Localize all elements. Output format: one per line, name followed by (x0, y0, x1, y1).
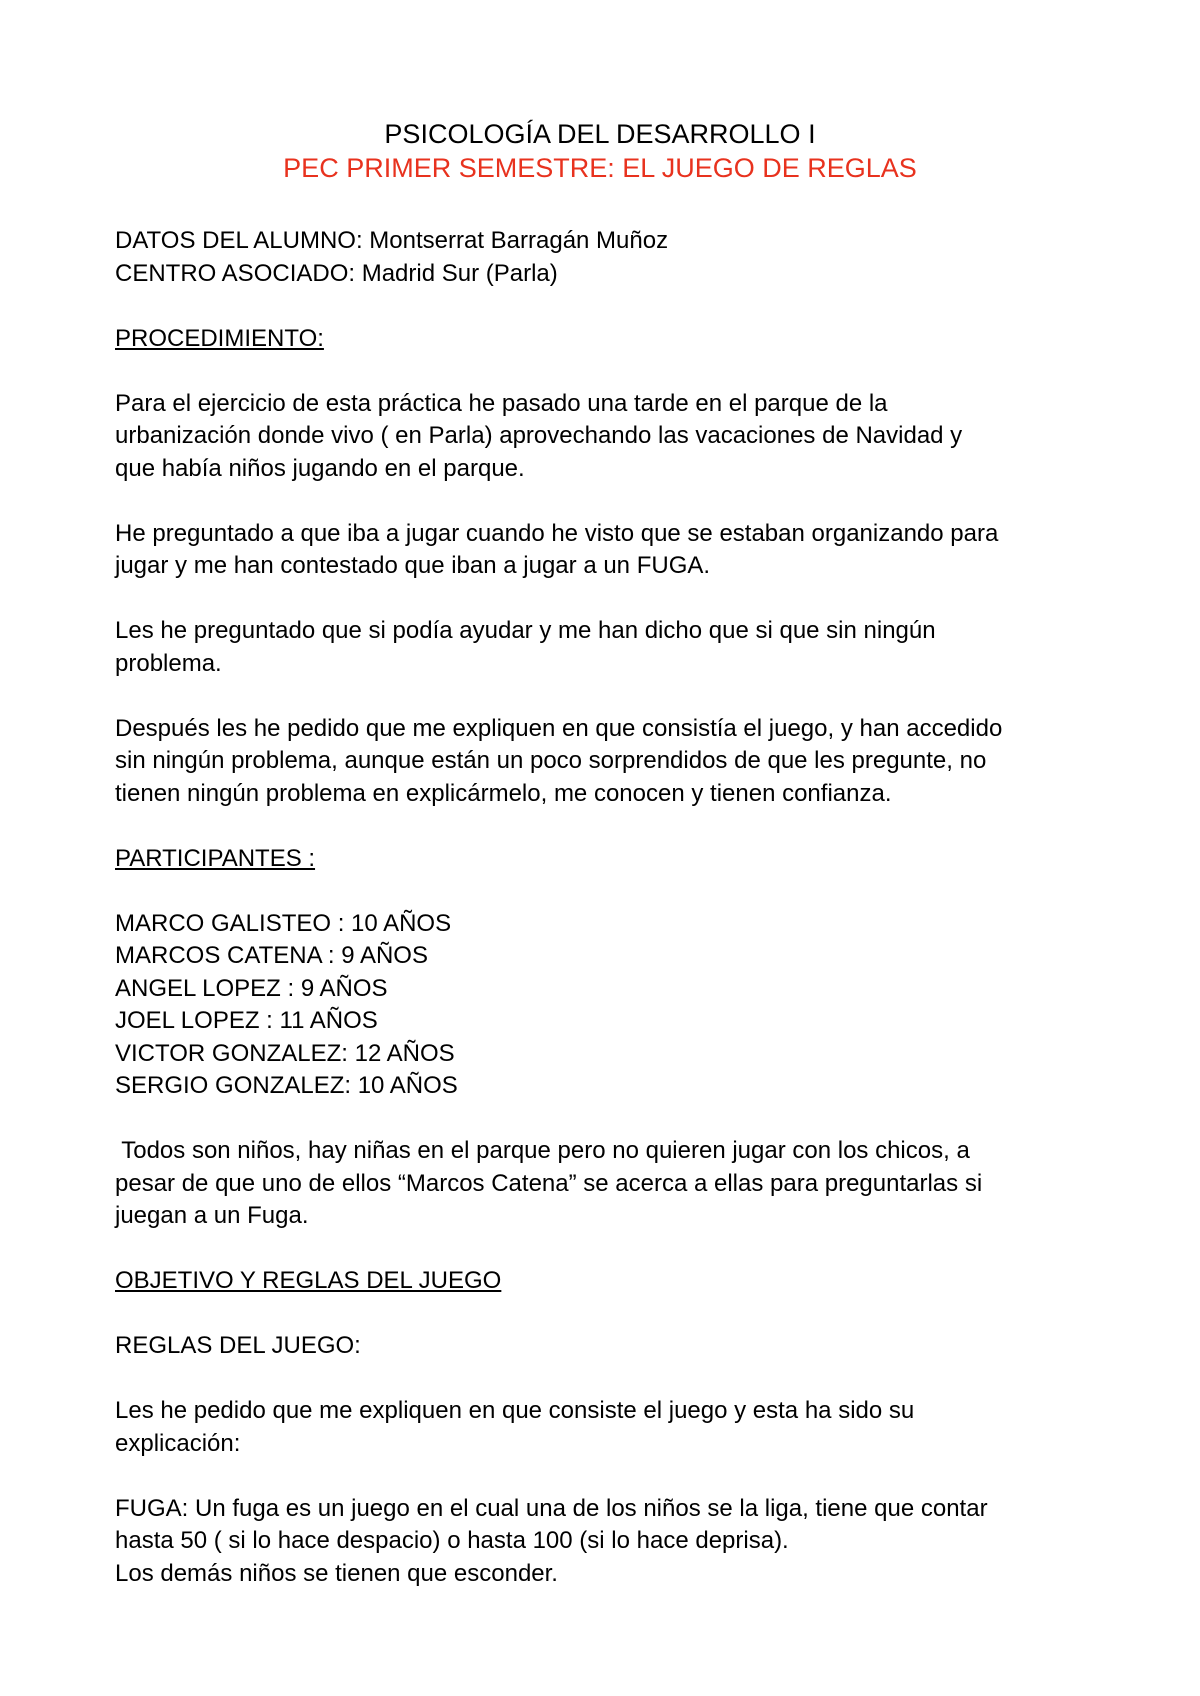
paragraph-line: Les he pedido que me expliquen en que consiste el juego y esta ha sido su (115, 1397, 915, 1424)
participant-item: VICTOR GONZALEZ: 12 AÑOS (115, 1039, 455, 1067)
participant-item: MARCO GALISTEO : 10 AÑOS (115, 909, 452, 937)
paragraph-line: jugar y me han contestado que iban a jugar a un FUGA. (115, 552, 711, 579)
paragraph-line: Después les he pedido que me expliquen en que consistía el juego, y han accedido (115, 714, 1003, 742)
document-subtitle: PEC PRIMER SEMESTRE: EL JUEGO DE REGLAS (283, 153, 917, 183)
paragraph-line: Los demás niños se tienen que esconder. (115, 1559, 558, 1587)
paragraph-line: tienen ningún problema en explicármelo, me conocen y tienen confianza. (115, 779, 892, 807)
procedure-heading: PROCEDIMIENTO: (115, 324, 324, 352)
paragraph-line: hasta 50 ( si lo hace despacio) o hasta 100 (si lo hace deprisa). (115, 1527, 789, 1554)
paragraph-line: pesar de que uno de ellos “Marcos Catena” se acerca a ellas para preguntarlas si (115, 1169, 983, 1197)
participants-heading: PARTICIPANTES : (115, 844, 316, 872)
paragraph-line: explicación: (115, 1429, 241, 1457)
paragraph-line: Para el ejercicio de esta práctica he pasado una tarde en el parque de la (115, 389, 888, 417)
center-line: CENTRO ASOCIADO: Madrid Sur (Parla) (115, 259, 558, 287)
document-body (115, 225, 1095, 1590)
paragraph-line: juegan a un Fuga. (115, 1202, 309, 1229)
participant-item: SERGIO GONZALEZ: 10 AÑOS (115, 1072, 458, 1099)
paragraph-line: Todos son niños, hay niñas en el parque pero no quieren jugar con los chicos, a (115, 1137, 970, 1164)
paragraph-line: Les he preguntado que si podía ayudar y me han dicho que si que sin ningún (115, 617, 936, 644)
paragraph-line: sin ningún problema, aunque están un poco sorprendidos de que les pregunte, no (115, 747, 987, 774)
participant-item: JOEL LOPEZ : 11 AÑOS (115, 1007, 378, 1034)
document-title: PSICOLOGÍA DEL DESARROLLO I (384, 119, 816, 149)
student-line: DATOS DEL ALUMNO: Montserrat Barragán Muñoz (115, 227, 669, 254)
title-block (0, 117, 1200, 185)
paragraph-line: que había niños jugando en el parque. (115, 454, 525, 482)
procedure-paragraph-1 (115, 388, 1095, 486)
procedure-paragraph-2 (115, 518, 1095, 583)
paragraph-line: FUGA: Un fuga es un juego en el cual una de los niños se la liga, tiene que contar (115, 1494, 988, 1522)
fuga-description (115, 1493, 1095, 1591)
rules-heading: REGLAS DEL JUEGO: (115, 1332, 361, 1359)
participants-note (115, 1135, 1095, 1233)
participants-list (115, 908, 1095, 1103)
procedure-paragraph-4 (115, 713, 1095, 811)
paragraph-line: He preguntado a que iba a jugar cuando he visto que se estaban organizando para (115, 519, 999, 547)
paragraph-line: urbanización donde vivo ( en Parla) aprovechando las vacaciones de Navidad y (115, 422, 963, 449)
rules-intro (115, 1395, 1095, 1460)
procedure-paragraph-3 (115, 615, 1095, 680)
paragraph-line: problema. (115, 649, 222, 677)
objective-heading: OBJETIVO Y REGLAS DEL JUEGO (115, 1267, 502, 1294)
participant-item: ANGEL LOPEZ : 9 AÑOS (115, 974, 388, 1002)
participant-item: MARCOS CATENA : 9 AÑOS (115, 942, 428, 969)
